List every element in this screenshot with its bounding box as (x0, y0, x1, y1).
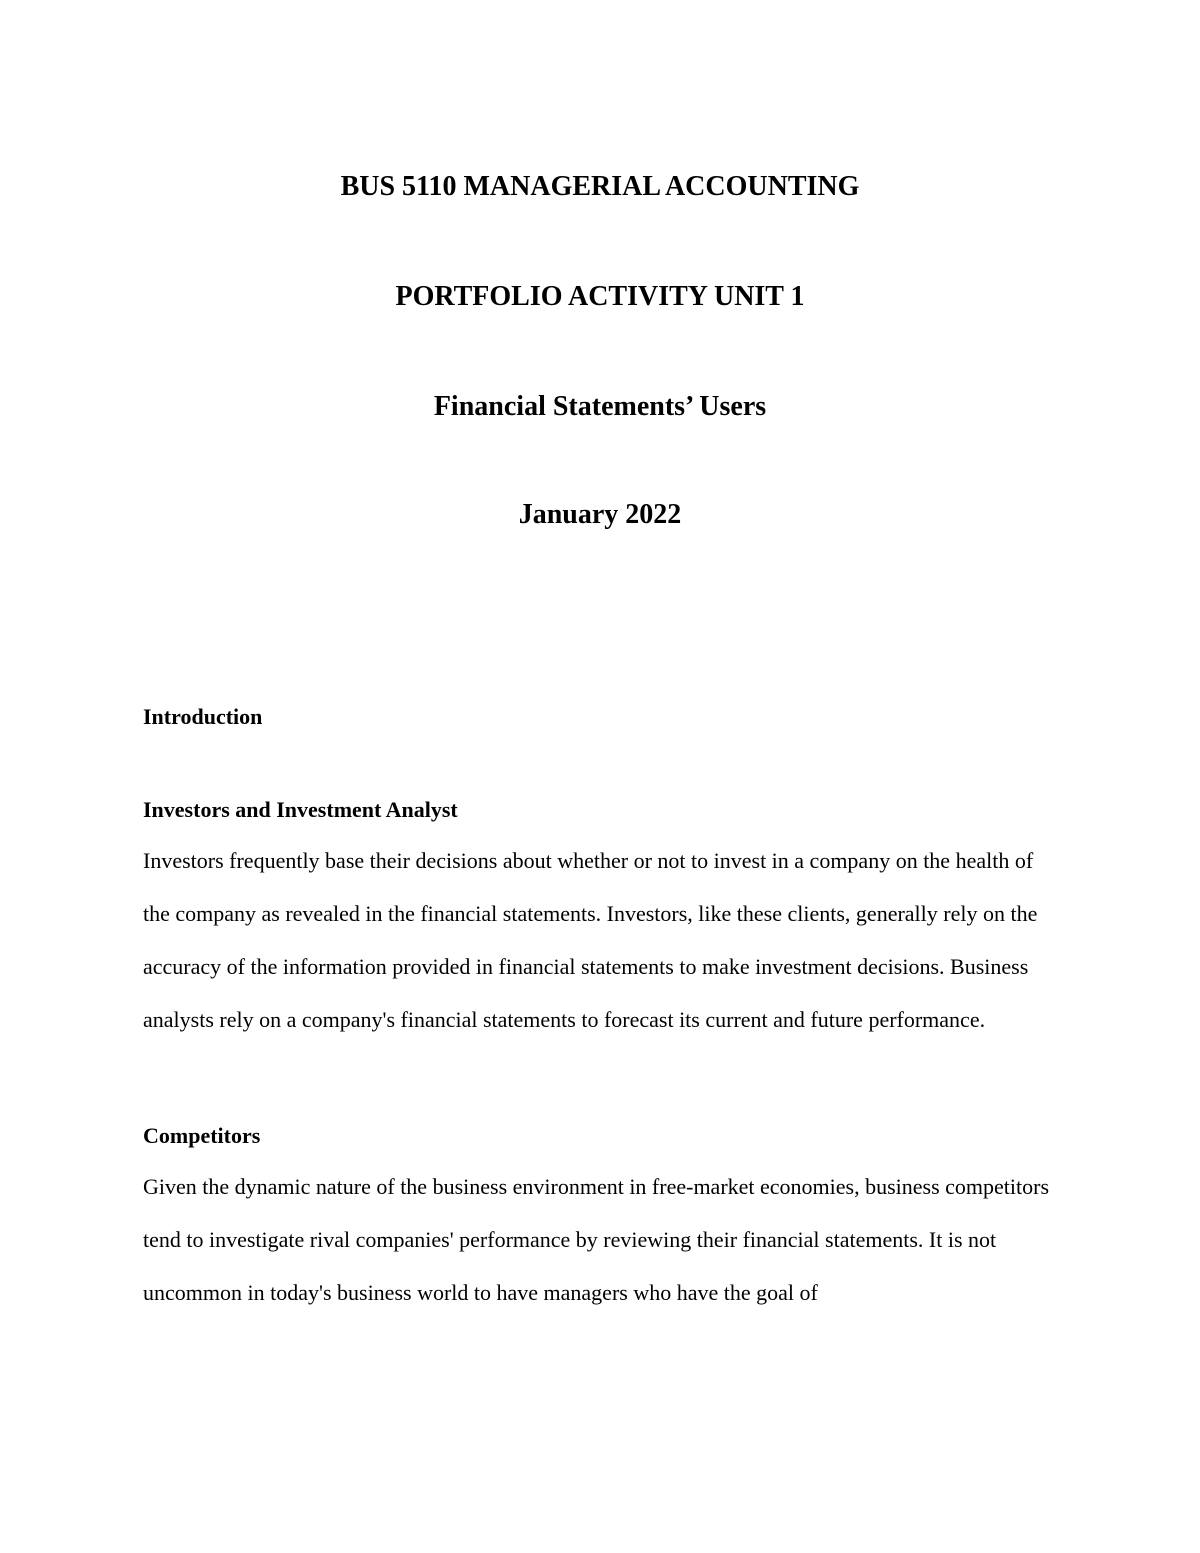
course-title: BUS 5110 MANAGERIAL ACCOUNTING (340, 171, 860, 202)
assignment-title: PORTFOLIO ACTIVITY UNIT 1 (395, 281, 805, 312)
section-heading-introduction: Introduction (143, 704, 263, 729)
date-line: January 2022 (518, 499, 682, 530)
section-heading-competitors: Competitors (143, 1123, 261, 1148)
paper-title: Financial Statements’ Users (433, 391, 767, 422)
competitors-paragraph: Given the dynamic nature of the business environment in free-market economies, business competitors tend to investigate rival companies' performance by reviewing their financial statements. It is not uncommon in today's business world to have managers who have the goal of (143, 1174, 1050, 1305)
section-heading-investors: Investors and Investment Analyst (143, 797, 458, 822)
investors-paragraph: Investors frequently base their decisions about whether or not to invest in a company on the health of the company as revealed in the financial statements. Investors, like these clients, generally rely on the accuracy of the information provided in financial statements to make investment decisions. Business analysts rely on a company's financial statements to forecast its current and future performance. (143, 848, 1038, 1032)
